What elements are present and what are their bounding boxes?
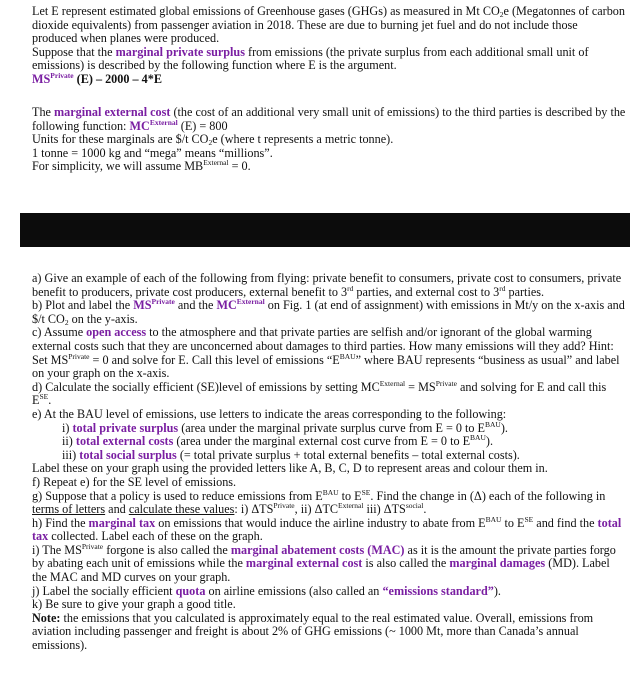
intro-paragraph [32, 5, 632, 87]
question-a-cont: benefit to producers, private cost producers, external benefit to 3rd parties, and external cost to 3rd parties. [32, 283, 545, 299]
key-term: tax [32, 529, 49, 544]
key-term: marginal external cost [54, 105, 171, 119]
note: Note: the emissions that you calculated is approximately equal to the real estimated value. Overall, emissions from [32, 610, 594, 625]
question-g-cont: terms of letters and calculate these values: i) $\Delta TS^{Private}$, ii) $\Delta TC^{External}$ iii) $\Delta TS^{social}$. [32, 501, 427, 517]
mc-external-equation: following function: $MC^{External}$ (E) = 800 [32, 117, 228, 133]
question-e-ii: ii) total external costs (area under the marginal external cost curve from E = 0 to $E^{BAU}$). [62, 433, 493, 449]
intro-line: produced when planes were produced. [32, 31, 220, 46]
question-i-cont: the MAC and MD curves on your graph. [32, 570, 231, 585]
key-term: marginal tax [88, 515, 156, 530]
note-cont: emissions). [32, 638, 88, 653]
ms-private-equation: $MS^{Private}$ (E) – 2000 – 4*E [32, 70, 162, 86]
question-c-cont: Set $MS^{Private} = 0$ and solve for E. Call this level of emissions “$E^{BAU}$” where BAU represents “business as usual” and label [32, 351, 620, 367]
question-b: b) Plot and label the $MS^{Private}$ and the $MC^{External}$ on Fig. 1 (at end of assignment) with emissions in Mt/y on the x-axis and [32, 297, 625, 313]
question-e-iii: iii) total social surplus (= total private surplus + total external benefits – total external costs). [62, 447, 520, 462]
external-line: The marginal external cost (the cost of an additional very small unit of emissions) to the third parties is described by the [32, 105, 626, 119]
key-term: quota [175, 583, 206, 598]
key-term: total private surplus [72, 420, 179, 435]
question-d: d) Calculate the socially efficient (SE)level of emissions by setting $MC^{External} = MS^{Private}$ and solving for E and call this [32, 378, 607, 394]
key-term: “emissions standard” [382, 583, 494, 598]
question-h-cont: tax collected. Label each of these on the graph. [32, 529, 263, 544]
note-label: Note: [32, 610, 61, 625]
intro-line: Suppose that the marginal private surplus from emissions (the private surplus from each additional small unit of [32, 44, 589, 59]
key-term: open access [86, 325, 147, 340]
question-f: f) Repeat e) for the SE level of emissions. [32, 474, 237, 489]
question-a: a) Give an example of each of the following from flying: private benefit to consumers, private cost to consumers, private [32, 271, 622, 285]
question-e-i: i) total private surplus (area under the marginal private surplus curve from E = 0 to $E^{BAU}$). [62, 419, 508, 435]
key-term: marginal abatement costs (MAC) [230, 542, 405, 557]
key-term: total social surplus [79, 447, 177, 462]
external-line: Units for these marginals are $/t $CO_2e$ (where t represents a metric tonne). [32, 132, 394, 148]
external-line: For simplicity, we will assume $MB^{External} = 0$. [32, 158, 251, 174]
note-cont: aviation including passenger and freight is about 2% of GHG emissions (~ 1000 Mt, more than Canada’s annual [32, 624, 579, 639]
question-c: c) Assume open access to the atmosphere and that private parties are selfish and/or ignorant of the global warming [32, 325, 592, 340]
redaction-band [20, 213, 630, 247]
external-line: 1 tonne = 1000 kg and “mega” means “millions”. [32, 145, 273, 160]
key-term: total external costs [75, 434, 174, 449]
key-term: marginal damages [449, 556, 546, 571]
external-cost-paragraph [32, 106, 632, 174]
question-g: g) Suppose that a policy is used to reduce emissions from $E^{BAU}$ to $E^{SE}$. Find the change in (Δ) each of the following in [32, 487, 606, 503]
question-i: i) The $MS^{Private}$ forgone is also called the marginal abatement costs (MAC) as it is the amount the private parties forgo [32, 541, 616, 557]
intro-line: Let E represent estimated global emissions of Greenhouse gases (GHGs) as measured in Mt $CO_2e$ (Megatonnes of carbon [32, 4, 625, 19]
question-j: j) Label the socially efficient quota on airline emissions (also called an “emissions standard”). [32, 583, 501, 598]
question-b-cont: $/t $CO_2$ on the y-axis. [32, 311, 138, 327]
key-term: total [597, 515, 622, 530]
question-h: h) Find the marginal tax on emissions that would induce the airline industry to abate from $E^{BAU}$ to $E^{SE}$ and find the total [32, 514, 622, 530]
intro-line: dioxide equivalents) from passenger aviation in 2018. These are due to burning jet fuel and do not include those [32, 17, 578, 32]
question-i-cont: by abating each unit of emissions while the marginal external cost is also called the marginal damages (MD). Label [32, 556, 610, 571]
intro-line: emissions) is described by the following function where E is the argument. [32, 58, 397, 73]
key-term: marginal external cost [245, 556, 363, 571]
questions-list [32, 272, 632, 653]
key-term: marginal private surplus [115, 44, 245, 59]
question-c-cont: on your graph on the x-axis. [32, 366, 170, 381]
question-e: e) At the BAU level of emissions, use letters to indicate the areas corresponding to the following: [32, 406, 507, 421]
question-c-cont: external costs such that they are unconcerned about damages to third parties. How many emissions will they add? Hint: [32, 338, 614, 353]
question-d-cont: $E^{SE}$. [32, 392, 52, 408]
question-e-cont: Label these on your graph using the provided letters like A, B, C, D to represent areas and colour them in. [32, 461, 548, 476]
question-k: k) Be sure to give your graph a good title. [32, 597, 236, 612]
